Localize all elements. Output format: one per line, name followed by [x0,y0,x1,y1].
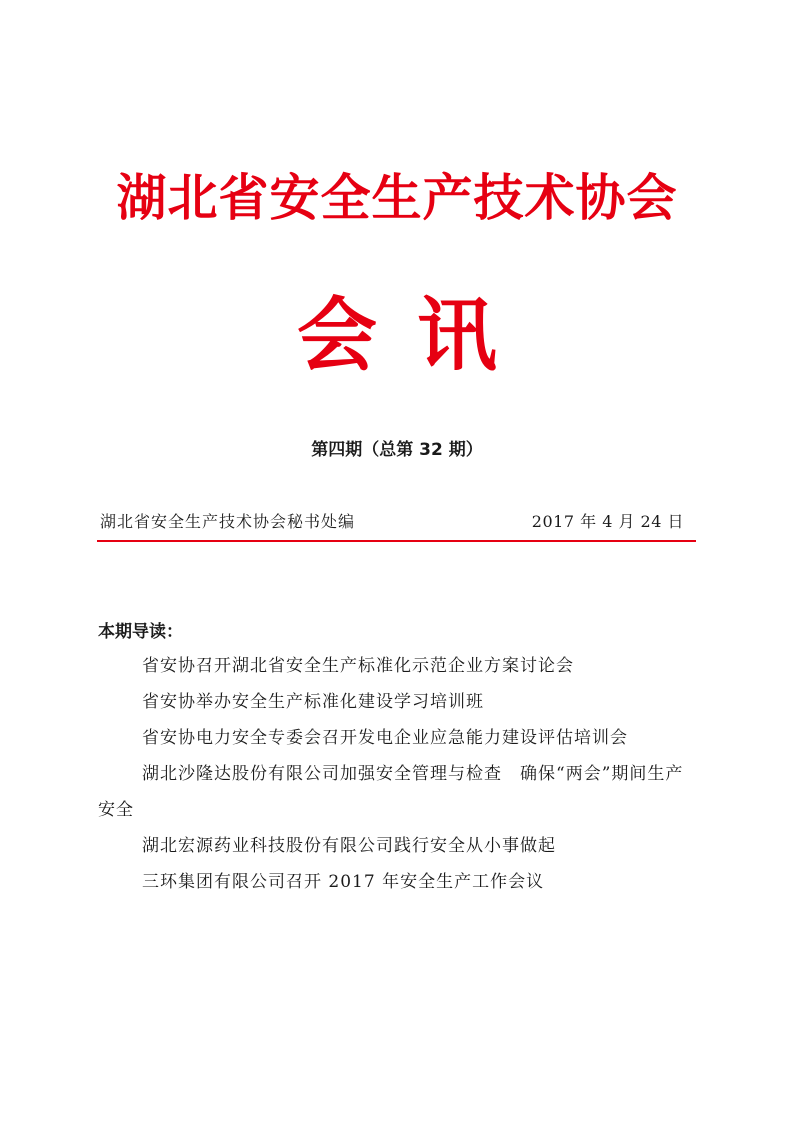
contents-item: 省安协召开湖北省安全生产标准化示范企业方案讨论会 [142,656,574,676]
publication-date: 2017 年 4 月 24 日 [531,512,684,531]
contents-item: 三环集团有限公司召开 2017 年安全生产工作会议 [142,872,545,892]
contents-item: 省安协电力安全专委会召开发电企业应急能力建设评估培训会 [142,728,628,748]
issue-number: 第四期（总第 32 期） [311,440,483,460]
contents-list [98,648,698,900]
contents-item: 湖北沙隆达股份有限公司加强安全管理与检查 确保“两会”期间生产安全 [98,764,684,820]
editor-credit: 湖北省安全生产技术协会秘书处编 [100,512,356,531]
guide-heading: 本期导读： [98,622,183,642]
contents-item: 湖北宏源药业科技股份有限公司践行安全从小事做起 [142,836,556,856]
red-divider [97,540,696,542]
contents-item: 省安协举办安全生产标准化建设学习培训班 [142,692,484,712]
bulletin-title: 会讯 [297,289,537,382]
organization-title: 湖北省安全生产技术协会 [116,168,678,227]
masthead-line [100,508,694,536]
